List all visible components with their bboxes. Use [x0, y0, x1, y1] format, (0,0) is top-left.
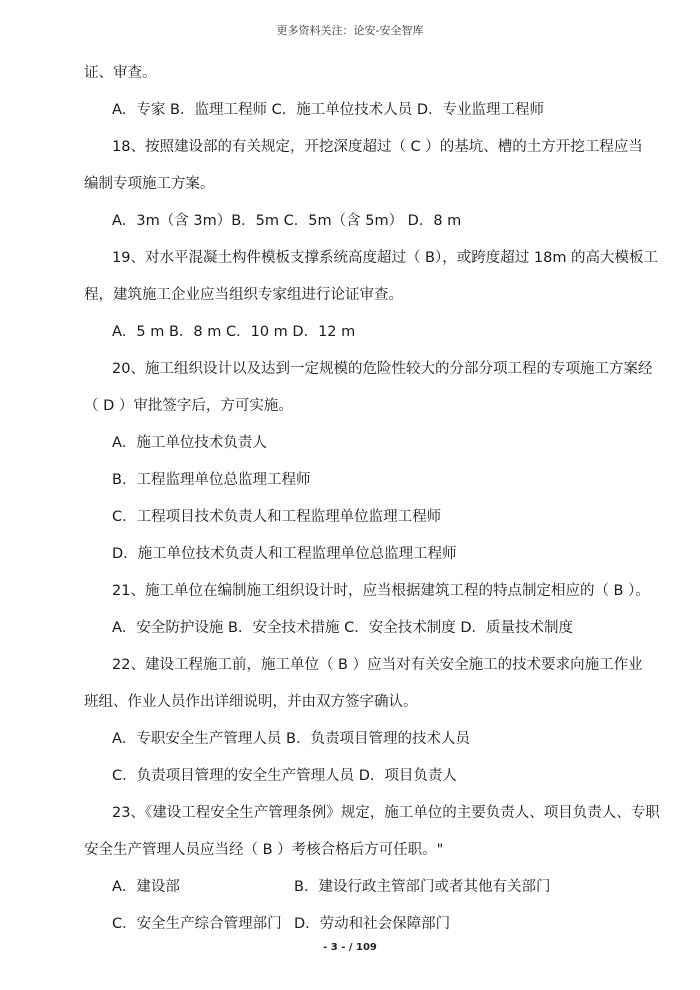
page-footer: [0, 942, 700, 953]
question-line: 22、建设工程施工前，施工单位（ B ）应当对有关安全施工的技术要求向施工作业: [112, 657, 643, 673]
question-line: 18、按照建设部的有关规定，开挖深度超过（ C ）的基坑、槽的土方开挖工程应当: [112, 139, 643, 155]
text-line: 安全生产管理人员应当经（ B ）考核合格后方可任职。": [84, 842, 444, 858]
text-line: 班组、作业人员作出详细说明，并由双方签字确认。: [84, 694, 418, 710]
option-line: D．施工单位技术负责人和工程监理单位总监理工程师: [112, 546, 457, 562]
page-separator: /: [345, 942, 356, 953]
text-line: 程，建筑施工企业应当组织专家组进行论证审查。: [84, 287, 403, 303]
option-line: B．建设行政主管部门或者其他有关部门: [294, 879, 551, 895]
option-line: A．3m（含 3m）B．5m C．5m（含 5m） D．8 m: [112, 213, 462, 229]
text-line: （ D ）审批签字后，方可实施。: [84, 398, 293, 414]
page-number: - 3 -: [323, 942, 346, 953]
page-total: 109: [355, 942, 377, 953]
option-line: A．建设部: [112, 879, 180, 895]
option-line: D．劳动和社会保障部门: [294, 916, 451, 932]
question-line: 23、《建设工程安全生产管理条例》规定，施工单位的主要负责人、项目负责人、专职: [112, 805, 660, 821]
question-line: 20、施工组织设计以及达到一定规模的危险性较大的分部分项工程的专项施工方案经: [112, 361, 653, 377]
option-line: A．专职安全生产管理人员 B．负责项目管理的技术人员: [112, 731, 470, 747]
text-line: 证、审查。: [84, 65, 157, 81]
option-line: C．负责项目管理的安全生产管理人员 D．项目负责人: [112, 768, 457, 784]
option-line: C．工程项目技术负责人和工程监理单位监理工程师: [112, 509, 442, 525]
option-line: A．5 m B．8 m C．10 m D．12 m: [112, 324, 356, 340]
option-line: A．施工单位技术负责人: [112, 435, 267, 451]
question-line: 19、对水平混凝土构件模板支撑系统高度超过（ B），或跨度超过 18m 的高大模板工: [112, 250, 659, 266]
option-line: B．工程监理单位总监理工程师: [112, 472, 311, 488]
option-line: C．安全生产综合管理部门: [112, 916, 282, 932]
option-line: A．专家 B．监理工程师 C．施工单位技术人员 D．专业监理工程师: [112, 102, 544, 118]
page-header: 更多资料关注：论安-安全智库: [276, 24, 424, 37]
option-line: A．安全防护设施 B．安全技术措施 C．安全技术制度 D．质量技术制度: [112, 620, 573, 636]
question-line: 21、施工单位在编制施工组织设计时，应当根据建筑工程的特点制定相应的（ B ）。: [112, 583, 650, 599]
text-line: 编制专项施工方案。: [84, 176, 215, 192]
